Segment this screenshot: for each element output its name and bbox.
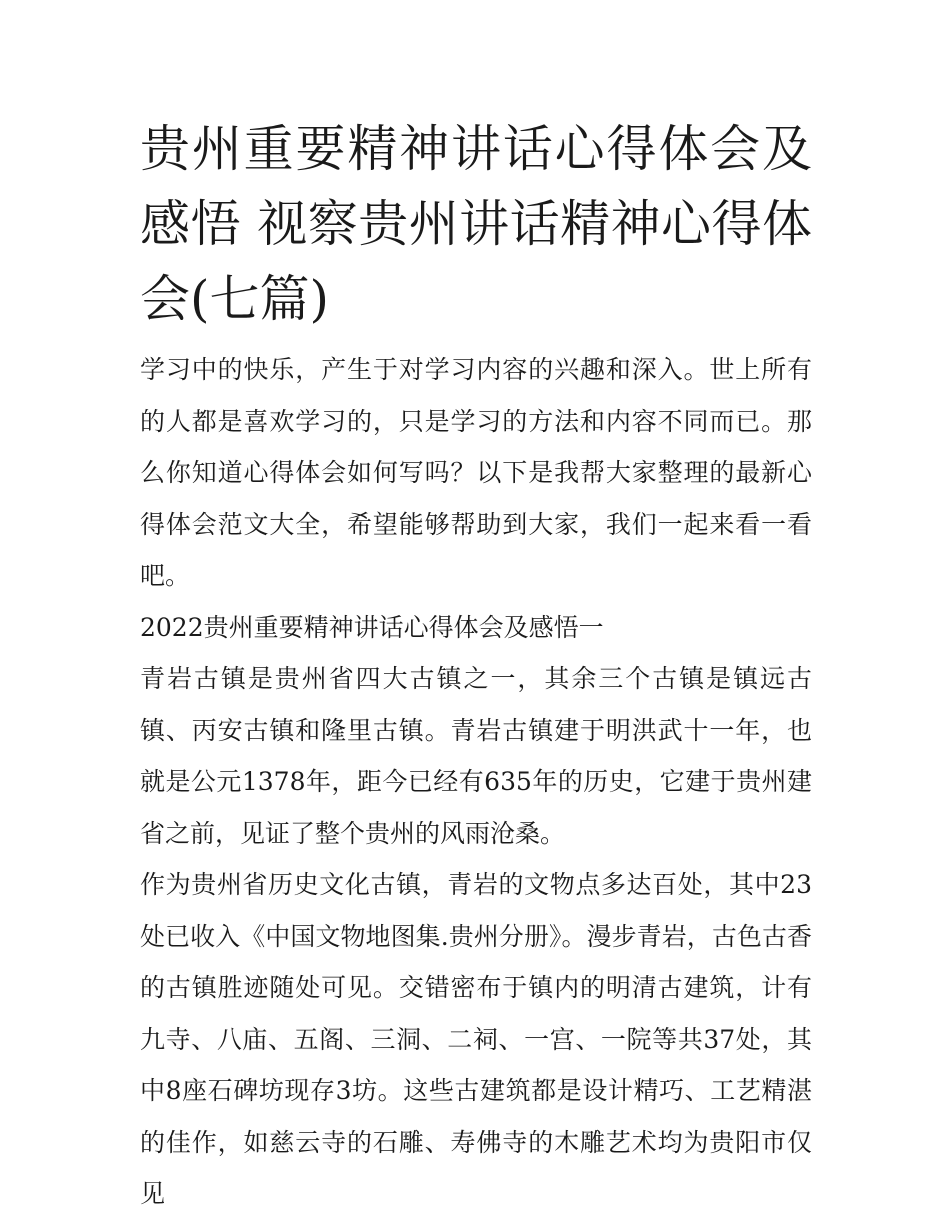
document-body (140, 344, 812, 1220)
intro-paragraph: 学习中的快乐，产生于对学习内容的兴趣和深入。世上所有的人都是喜欢学习的，只是学习的方法和内容不同而已。那么你知道心得体会如何写吗？以下是我帮大家整理的最新心得体会范文大全，希望能够帮助到大家，我们一起来看一看吧。 (140, 355, 812, 590)
body-paragraph-1: 青岩古镇是贵州省四大古镇之一，其余三个古镇是镇远古镇、丙安古镇和隆里古镇。青岩古镇建于明洪武十一年，也就是公元1378年，距今已经有635年的历史，它建于贵州建省之前，见证了整个贵州的风雨沧桑。 (140, 664, 812, 848)
document-title: 贵州重要精神讲话心得体会及感悟 视察贵州讲话精神心得体会(七篇) (140, 120, 812, 328)
document-page (140, 112, 812, 1220)
body-paragraph-2: 作为贵州省历史文化古镇，青岩的文物点多达百处，其中23处已收入《中国文物地图集.贵州分册》。漫步青岩，古色古香的古镇胜迹随处可见。交错密布于镇内的明清古建筑，计有九寺、八庙、五阁、三洞、二祠、一宫、一院等共37处，其中8座石碑坊现存3坊。这些古建筑都是设计精巧、工艺精湛的佳作，如慈云寺的石雕、寿佛寺的木雕艺术均为贵阳市仅见 (140, 870, 812, 1208)
section-heading: 2022贵州重要精神讲话心得体会及感悟一 (140, 612, 604, 642)
